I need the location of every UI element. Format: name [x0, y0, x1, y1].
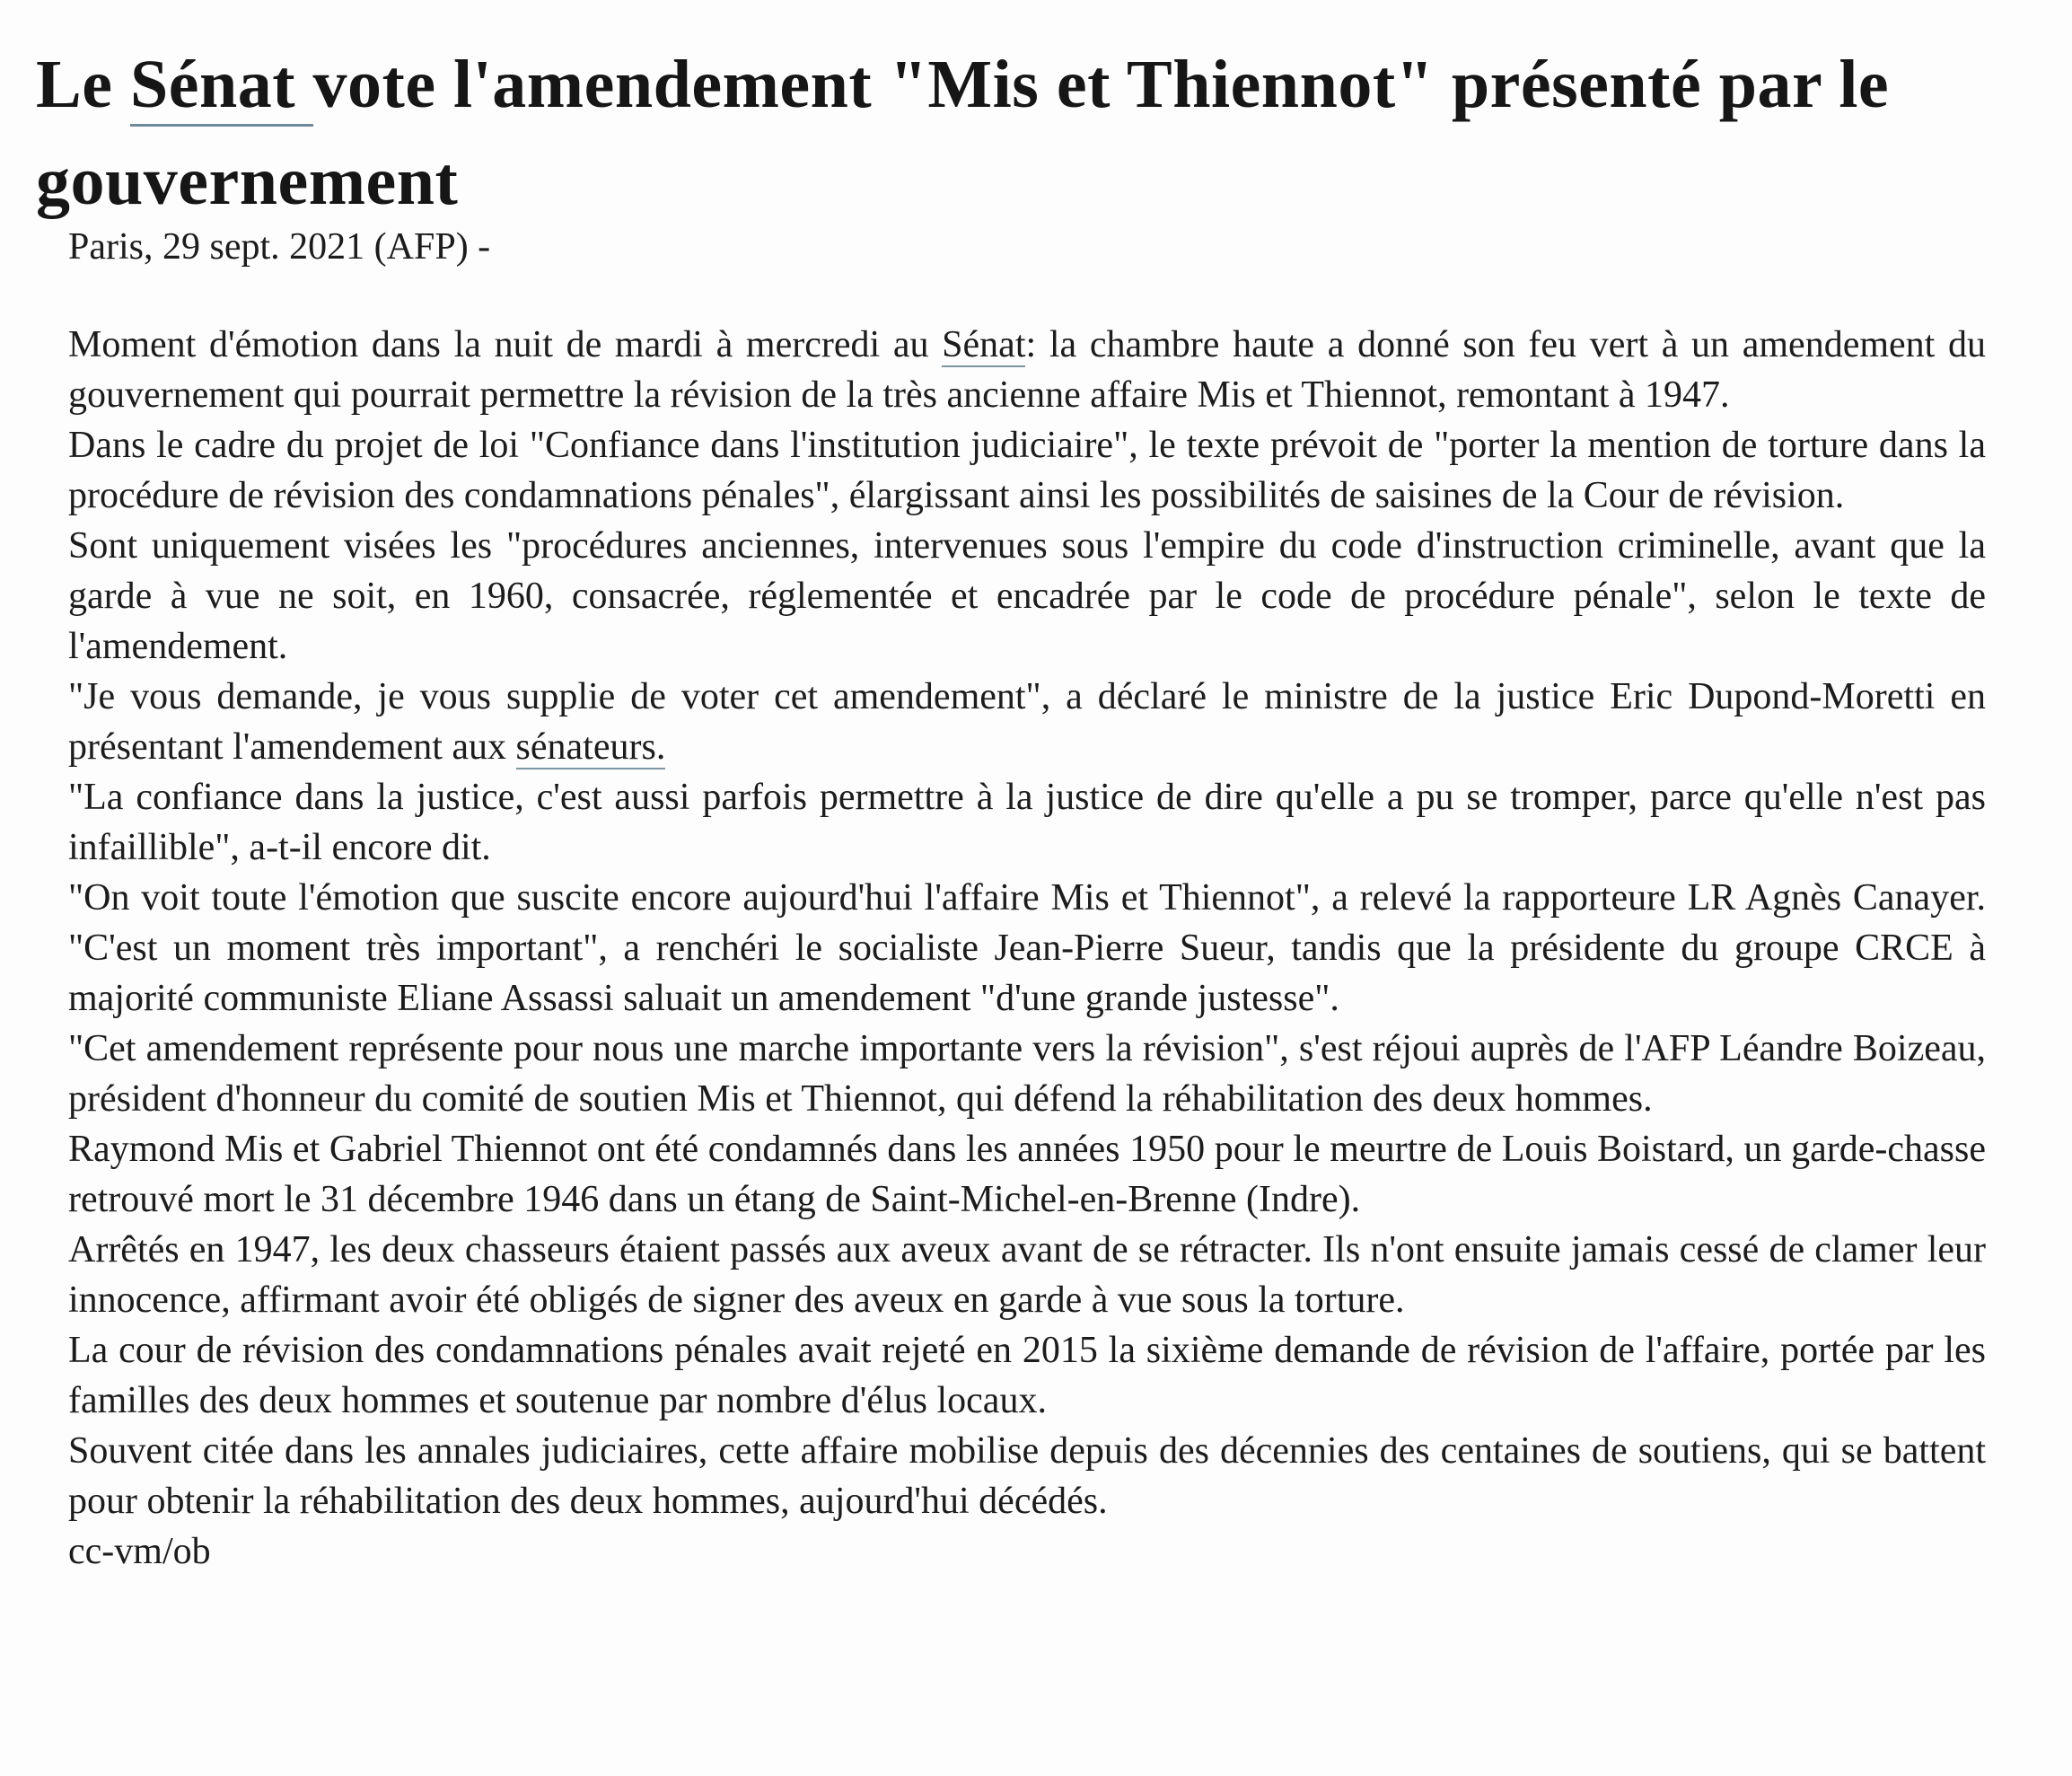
- paragraph-3: Sont uniquement visées les "procédures anciennes, intervenues sous l'empire du code d'instruction criminelle, avant que la garde à vue ne soit, en 1960, consacrée, réglementée et encadrée par le code de procédure pénale", selon le texte de l'amendement.: [68, 525, 1986, 667]
- paragraph-2: Dans le cadre du projet de loi "Confiance dans l'institution judiciaire", le texte prévoit de "porter la mention de torture dans la procédure de révision des condamnations pénales", élargissant ainsi les possibilités de saisines de la Cour de révision.: [68, 425, 1986, 516]
- paragraph-5: "La confiance dans la justice, c'est aussi parfois permettre à la justice de dire qu'elle a pu se tromper, parce qu'elle n'est pas infaillible", a-t-il encore dit.: [68, 777, 1986, 868]
- headline-suffix: vote l'amendement "Mis et Thiennot" présenté par le gouvernement: [36, 47, 1890, 219]
- paragraph-4: [68, 672, 1986, 772]
- paragraph-11: Souvent citée dans les annales judiciaires, cette affaire mobilise depuis des décennies des centaines de soutiens, qui se battent pour obtenir la réhabilitation des deux hommes, aujourd'hui décédés.: [68, 1430, 1986, 1522]
- headline-prefix: Le: [36, 47, 130, 122]
- dateline: Paris, 29 sept. 2021 (AFP) -: [68, 226, 491, 268]
- paragraph-1-start: Moment d'émotion dans la nuit de mardi à mercredi au: [68, 324, 943, 365]
- headline: [36, 36, 2029, 230]
- article-body: [68, 320, 1986, 1577]
- paragraph-7: "Cet amendement représente pour nous une marche importante vers la révision", s'est réjoui auprès de l'AFP Léandre Boizeau, président d'honneur du comité de soutien Mis et Thiennot, qui défend la réhabilitation des deux hommes.: [68, 1028, 1986, 1120]
- paragraph-4-start: "Je vous demande, je vous supplie de voter cet amendement", a déclaré le ministre de la justice Eric Dupond-Moretti en présentant l'amendement aux: [68, 676, 1986, 768]
- paragraph-10: La cour de révision des condamnations pénales avait rejeté en 2015 la sixième demande de révision de l'affaire, portée par les familles des deux hommes et soutenue par nombre d'élus locaux.: [68, 1330, 1986, 1421]
- headline-senat-link[interactable]: Sénat: [130, 47, 313, 127]
- paragraph-8: Raymond Mis et Gabriel Thiennot ont été condamnés dans les années 1950 pour le meurtre de Louis Boistard, un garde-chasse retrouvé mort le 31 décembre 1946 dans un étang de Saint-Michel-en-Brenne (Indre).: [68, 1129, 1986, 1220]
- paragraph-9: Arrêtés en 1947, les deux chasseurs étaient passés aux aveux avant de se rétracter. Ils n'ont ensuite jamais cessé de clamer leur innocence, affirmant avoir été obligés de signer des aveux en garde à vue sous la torture.: [68, 1229, 1986, 1321]
- paragraph-6: "On voit toute l'émotion que suscite encore aujourd'hui l'affaire Mis et Thiennot", a relevé la rapporteure LR Agnès Canayer. "C'est un moment très important", a renchéri le socialiste Jean-Pierre Sueur, tandis que la présidente du groupe CRCE à majorité communiste Eliane Assassi saluait un amendement "d'une grande justesse".: [68, 877, 1986, 1019]
- paragraph-1-end: : la chambre haute a donné son feu vert à un amendement du gouvernement qui pourrait permettre la révision de la très ancienne affaire Mis et Thiennot, remontant à 1947.: [68, 324, 1986, 416]
- paragraph-1: [68, 320, 1986, 420]
- senat-link[interactable]: Sénat: [942, 324, 1026, 365]
- senateurs-link[interactable]: sénateurs.: [515, 726, 666, 768]
- signoff: cc-vm/ob: [68, 1531, 211, 1572]
